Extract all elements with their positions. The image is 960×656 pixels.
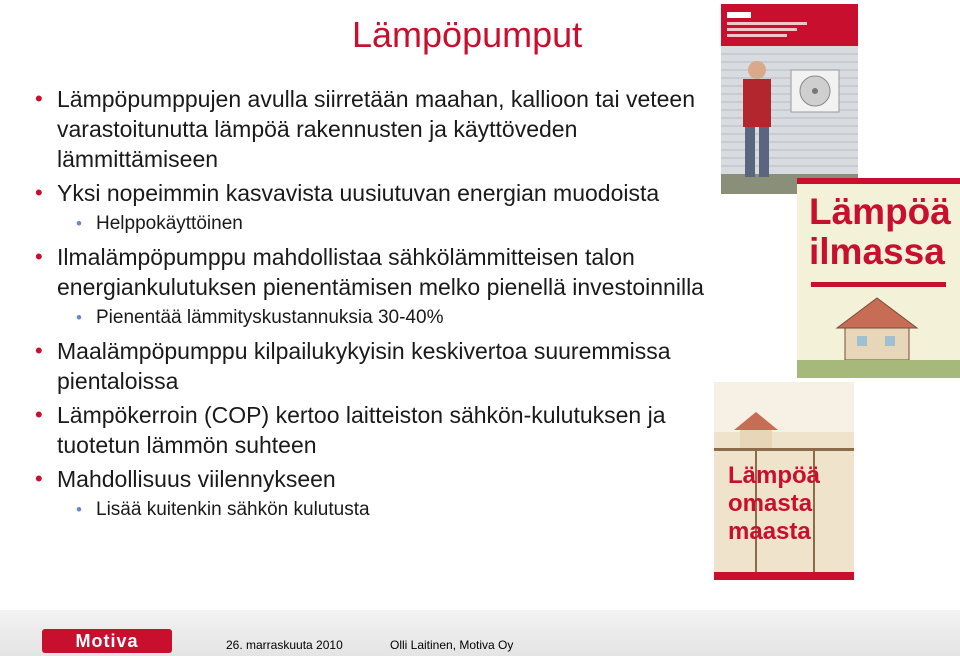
bullet-item (32, 178, 722, 208)
bullet-dot-icon: • (35, 402, 43, 427)
sub-bullet-dot-icon: • (76, 214, 82, 233)
bullet-dot-icon: • (35, 86, 43, 111)
bullet-item (32, 242, 722, 302)
bullet-text: Lämpöpumppujen avulla siirretään maahan, kallioon tai veteen varastoitunutta lämpöä rakennusten ja käyttöveden lämmittämiseen (57, 86, 696, 172)
brochure-cover-heat-pump-photo (721, 4, 858, 194)
bullet-item (32, 400, 722, 460)
bullet-dot-icon: • (35, 180, 43, 205)
bullet-dot-icon: • (35, 466, 43, 491)
bullet-text: Maalämpöpumppu kilpailukykyisin keskivertoa suuremmissa pientaloissa (57, 338, 671, 394)
cover-title-2: Lämpöä omasta maasta (728, 462, 821, 545)
bullet-item (32, 336, 722, 396)
footer-date: 26. marraskuuta 2010 (226, 638, 343, 652)
slide-title: Lämpöpumput (352, 14, 583, 55)
bullet-list (32, 84, 722, 528)
bullet-text: Pienentää lämmityskustannuksia 30-40% (96, 307, 444, 328)
sub-bullet-item (32, 496, 722, 524)
bullet-item (32, 464, 722, 494)
bullet-text: Lämpökerroin (COP) kertoo laitteiston sähkön-kulutuksen ja tuotetun lämmön suhteen (57, 402, 666, 458)
bullet-text: Lisää kuitenkin sähkön kulutusta (96, 499, 370, 520)
bullet-text: Ilmalämpöpumppu mahdollistaa sähkölämmitteisen talon energiankulutuksen pienentämisen melko pienellä investoinnilla (57, 244, 704, 300)
sub-bullet-item (32, 210, 722, 238)
sub-bullet-dot-icon: • (76, 500, 82, 519)
sub-bullet-dot-icon: • (76, 308, 82, 327)
brochure-cover-lampoa-omasta-maasta (714, 382, 854, 580)
heat-pump-photo-icon (721, 4, 858, 194)
motiva-logo: Motiva (42, 629, 172, 653)
bullet-text: Helppokäyttöinen (96, 213, 243, 234)
footer-author: Olli Laitinen, Motiva Oy (390, 638, 514, 652)
bullet-dot-icon: • (35, 244, 43, 269)
sub-bullet-item (32, 304, 722, 332)
bullet-item (32, 84, 722, 174)
brochure-cover-lampoa-ilmassa (797, 178, 960, 378)
bullet-text: Yksi nopeimmin kasvavista uusiutuvan energian muodoista (57, 180, 660, 206)
cover-title-1: Lämpöä ilmassa (809, 191, 951, 272)
bullet-text: Mahdollisuus viilennykseen (57, 466, 336, 492)
bullet-dot-icon: • (35, 338, 43, 363)
